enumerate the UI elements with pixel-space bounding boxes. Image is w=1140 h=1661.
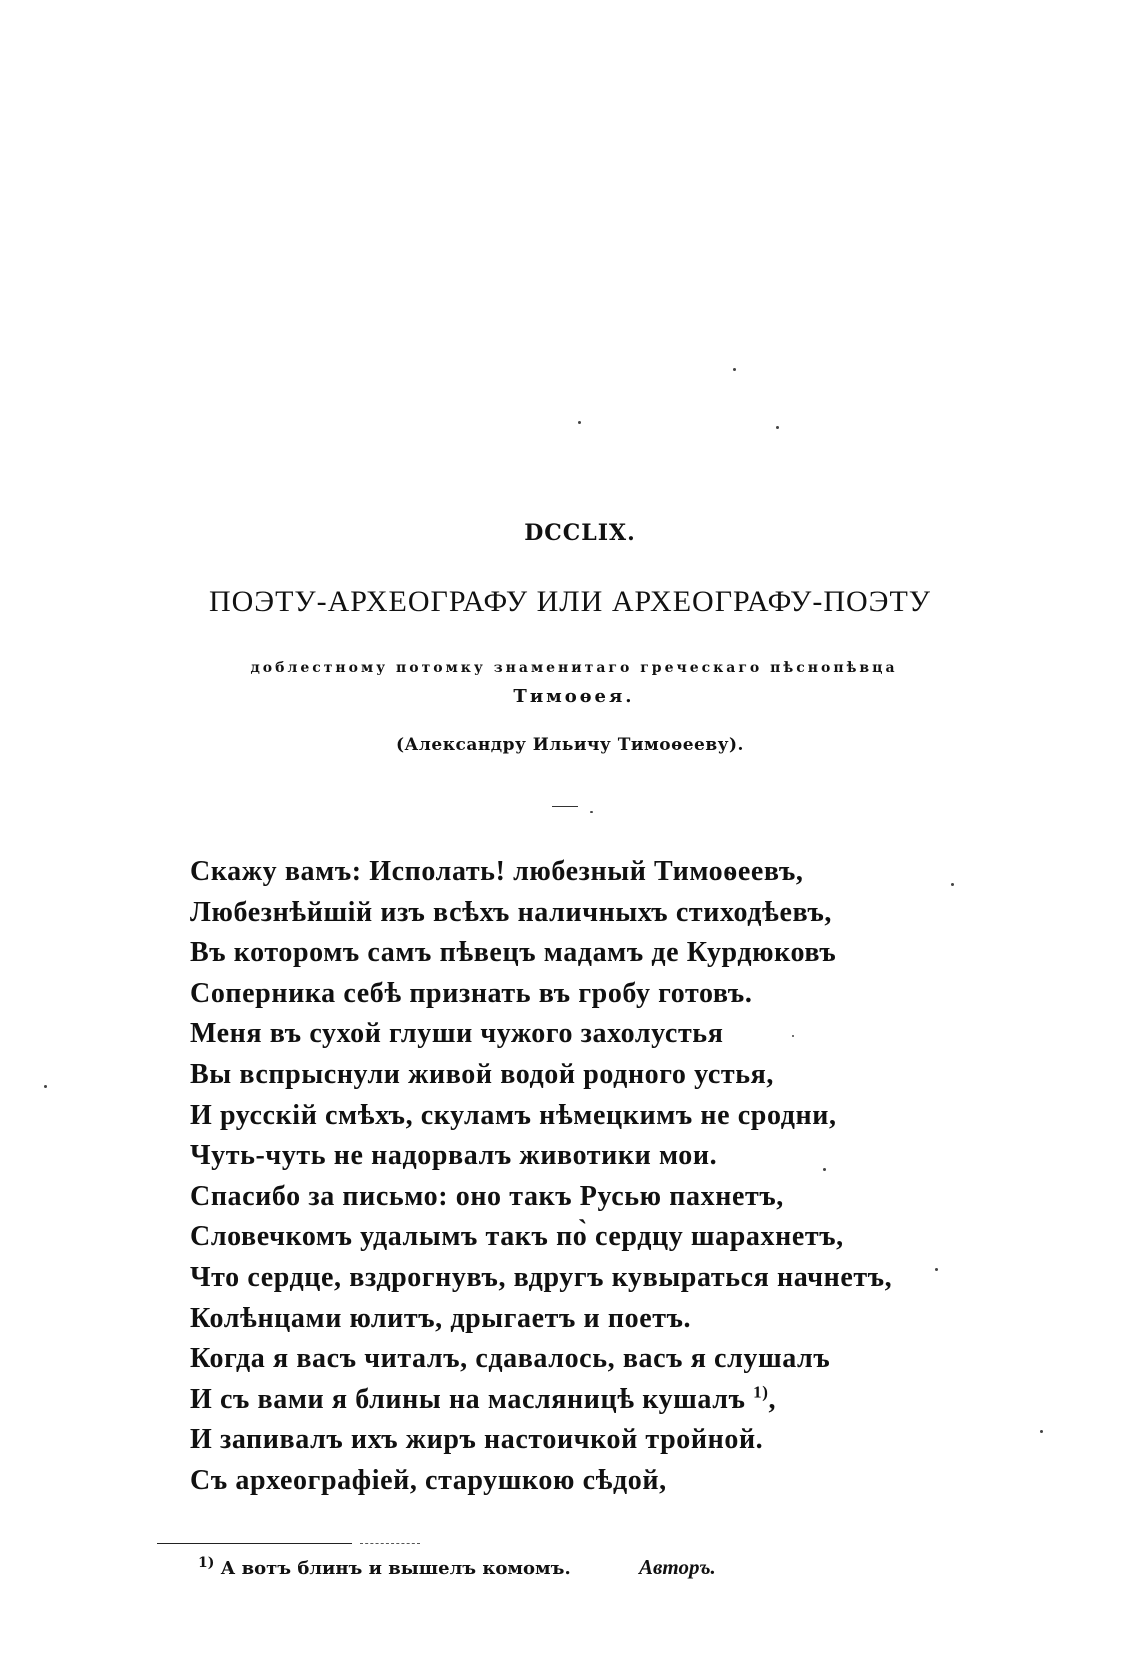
poem-line: И запивалъ ихъ жиръ настоичкой тройной.: [190, 1424, 764, 1456]
poem-line: Вы вспрыснули живой водой родного устья,: [190, 1058, 774, 1090]
poem-line: Спасибо за письмо: оно такъ Русью пахнетъ,: [190, 1180, 784, 1212]
scan-speck: [935, 1268, 938, 1271]
poem-line-with-footnote: [190, 1380, 970, 1421]
poem-line: Что сердце, вздрогнувъ, вдругъ кувыраться начнетъ,: [190, 1261, 893, 1293]
scan-speck: [44, 1085, 47, 1088]
poem-line: Съ археографiей, старушкою сѣдой,: [190, 1464, 667, 1496]
poem-line: Въ которомъ самъ пѣвецъ мадамъ де Курдюковъ: [190, 937, 837, 969]
footnote-author: Авторъ.: [639, 1555, 716, 1579]
scan-speck: [590, 811, 593, 813]
footnote-reference: 1): [753, 1382, 769, 1402]
line-punctuation: ,: [768, 1383, 777, 1415]
poem-line: Любезнѣйшiй изъ всѣхъ наличныхъ стиходѣевъ,: [190, 896, 833, 928]
poem-line-text: И съ вами я блины на масляницѣ кушалъ: [190, 1383, 746, 1415]
poem-line: Колѣнцами юлитъ, дрыгаетъ и поетъ.: [190, 1302, 692, 1334]
dedication-line-2: Тимоѳея.: [513, 686, 635, 707]
scan-speck: [733, 368, 736, 371]
dedication-line-1: доблестному потомку знаменитаго греческаго пѣснопѣвца: [250, 660, 898, 676]
poem-title: ПОЭТУ-АРХЕОГРАФУ ИЛИ АРХЕОГРАФУ-ПОЭТУ: [208, 585, 932, 618]
section-divider: [552, 806, 578, 807]
footnote-text: А вотъ блинъ и вышелъ комомъ.: [220, 1558, 571, 1579]
poem-line: Меня въ сухой глуши чужого захолустья: [190, 1018, 724, 1050]
scan-speck: [792, 1035, 794, 1037]
poem-line: И русскiй смѣхъ, скуламъ нѣмецкимъ не сродни,: [190, 1099, 837, 1131]
scan-speck: [823, 1168, 826, 1171]
footnote-separator-tail: [360, 1543, 420, 1544]
poem-line: Словечкомъ удалымъ такъ по̀ сердцу шарахнетъ,: [190, 1221, 844, 1253]
addressee-line: (Александру Ильичу Тимоѳееву).: [396, 735, 744, 755]
footnote-marker: 1): [198, 1555, 215, 1571]
poem-line: Соперника себѣ признать въ гробу готовъ.: [190, 977, 753, 1009]
scan-speck: [578, 421, 581, 424]
scan-speck: [951, 883, 954, 886]
poem-line: Чуть-чуть не надорвалъ животики мои.: [190, 1140, 718, 1172]
footnote-separator: [157, 1543, 352, 1544]
footnote: [198, 1555, 716, 1580]
poem-line: Скажу вамъ: Исполать! любезный Тимоѳеевъ,: [190, 856, 804, 887]
scan-speck: [776, 426, 779, 429]
poem-body: [190, 852, 970, 1502]
scan-speck: [1040, 1430, 1043, 1433]
poem-number: DCCLIX.: [524, 520, 636, 546]
poem-line: Когда я васъ читалъ, сдавалось, васъ я слушалъ: [190, 1343, 831, 1375]
